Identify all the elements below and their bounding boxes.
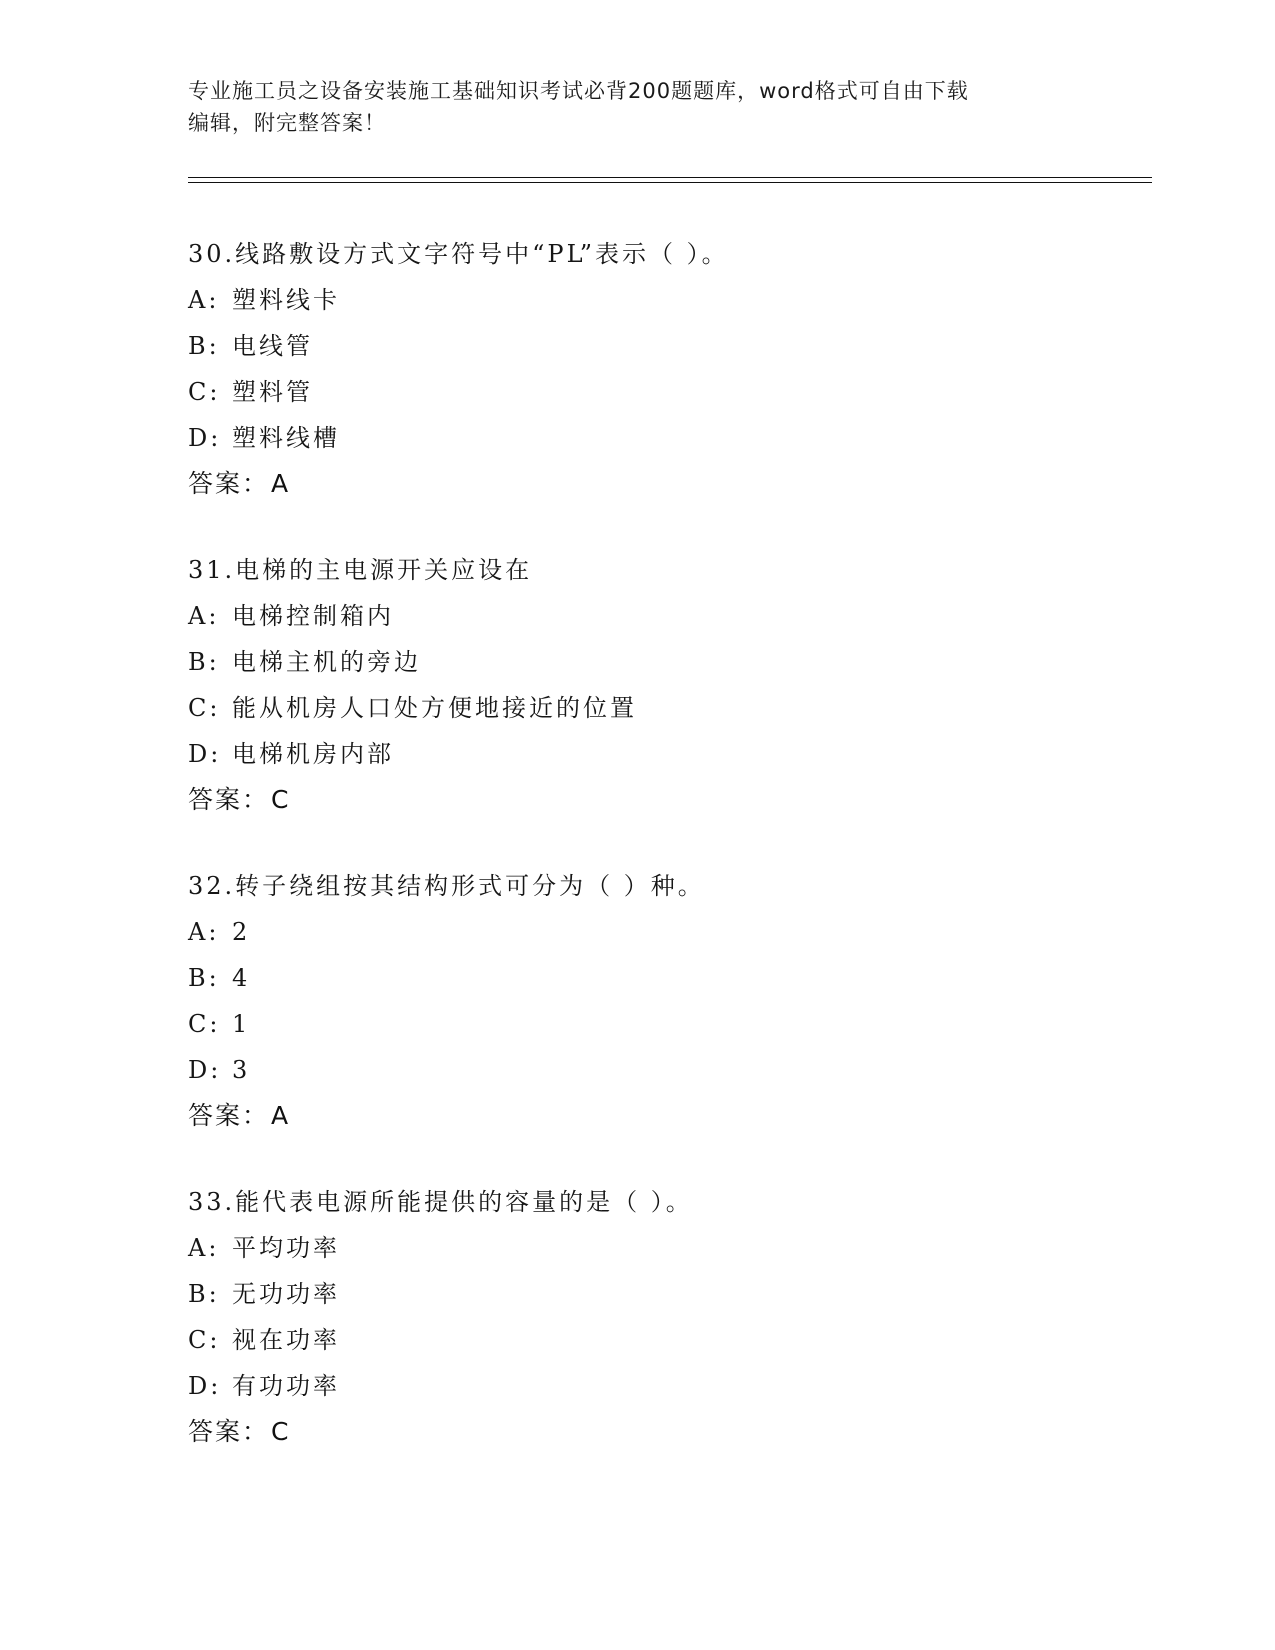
option-b (188, 639, 1088, 685)
option-key: B: (188, 1280, 220, 1308)
question-block (188, 1179, 1088, 1455)
question-stem: 33.能代表电源所能提供的容量的是（ ）。 (188, 1188, 693, 1216)
option-text: 4 (232, 964, 251, 992)
answer-line (188, 1093, 1088, 1139)
answer-line (188, 461, 1088, 507)
option-key: B: (188, 648, 220, 676)
header-divider-bottom (188, 182, 1152, 183)
option-key: D: (188, 424, 222, 452)
option-b (188, 323, 1088, 369)
option-a (188, 593, 1088, 639)
option-key: D: (188, 740, 222, 768)
option-text: 3 (232, 1056, 251, 1084)
question-stem: 32.转子绕组按其结构形式可分为（ ）种。 (188, 872, 705, 900)
option-text: 2 (232, 918, 251, 946)
question-stem: 31.电梯的主电源开关应设在 (188, 556, 533, 584)
option-c (188, 1317, 1088, 1363)
option-text: 电梯控制箱内 (232, 602, 394, 630)
option-text: 电线管 (232, 332, 313, 360)
option-key: D: (188, 1056, 222, 1084)
header-divider-top (188, 177, 1152, 178)
answer-value: C (271, 785, 291, 814)
option-key: A: (188, 286, 220, 314)
option-key: D: (188, 1372, 222, 1400)
question-block (188, 863, 1088, 1139)
option-a (188, 1225, 1088, 1271)
option-text: 电梯主机的旁边 (232, 648, 421, 676)
option-text: 平均功率 (232, 1234, 340, 1262)
option-key: C: (188, 694, 221, 722)
option-key: A: (188, 1234, 220, 1262)
option-d (188, 1363, 1088, 1409)
option-key: B: (188, 964, 220, 992)
option-c (188, 685, 1088, 731)
answer-label: 答案： (188, 469, 270, 498)
question-block (188, 231, 1088, 507)
option-c (188, 1001, 1088, 1047)
option-key: C: (188, 1326, 221, 1354)
option-text: 1 (232, 1010, 251, 1038)
option-text: 塑料管 (232, 378, 313, 406)
option-text: 电梯机房内部 (232, 740, 394, 768)
option-d (188, 415, 1088, 461)
option-c (188, 369, 1088, 415)
answer-label: 答案： (188, 1417, 270, 1446)
option-b (188, 955, 1088, 1001)
answer-value: C (271, 1417, 291, 1446)
option-text: 无功功率 (232, 1280, 340, 1308)
option-text: 能从机房人口处方便地接近的位置 (232, 694, 637, 722)
question-block (188, 547, 1088, 823)
header-line-1: 专业施工员之设备安装施工基础知识考试必背200题题库，word格式可自由下载 (188, 79, 969, 103)
option-a (188, 909, 1088, 955)
document-header (188, 75, 1088, 139)
answer-line (188, 777, 1088, 823)
answer-value: A (271, 1101, 291, 1130)
option-key: C: (188, 378, 221, 406)
option-b (188, 1271, 1088, 1317)
option-a (188, 277, 1088, 323)
option-text: 塑料线槽 (232, 424, 340, 452)
header-line-2: 编辑，附完整答案！ (188, 111, 386, 135)
option-key: C: (188, 1010, 221, 1038)
option-key: A: (188, 918, 220, 946)
option-text: 视在功率 (232, 1326, 340, 1354)
option-key: B: (188, 332, 220, 360)
option-text: 有功功率 (232, 1372, 340, 1400)
answer-value: A (271, 469, 291, 498)
option-key: A: (188, 602, 220, 630)
answer-line (188, 1409, 1088, 1455)
option-d (188, 1047, 1088, 1093)
answer-label: 答案： (188, 785, 270, 814)
question-stem: 30.线路敷设方式文字符号中“PL”表示（ ）。 (188, 240, 729, 268)
answer-label: 答案： (188, 1101, 270, 1130)
option-text: 塑料线卡 (232, 286, 340, 314)
option-d (188, 731, 1088, 777)
